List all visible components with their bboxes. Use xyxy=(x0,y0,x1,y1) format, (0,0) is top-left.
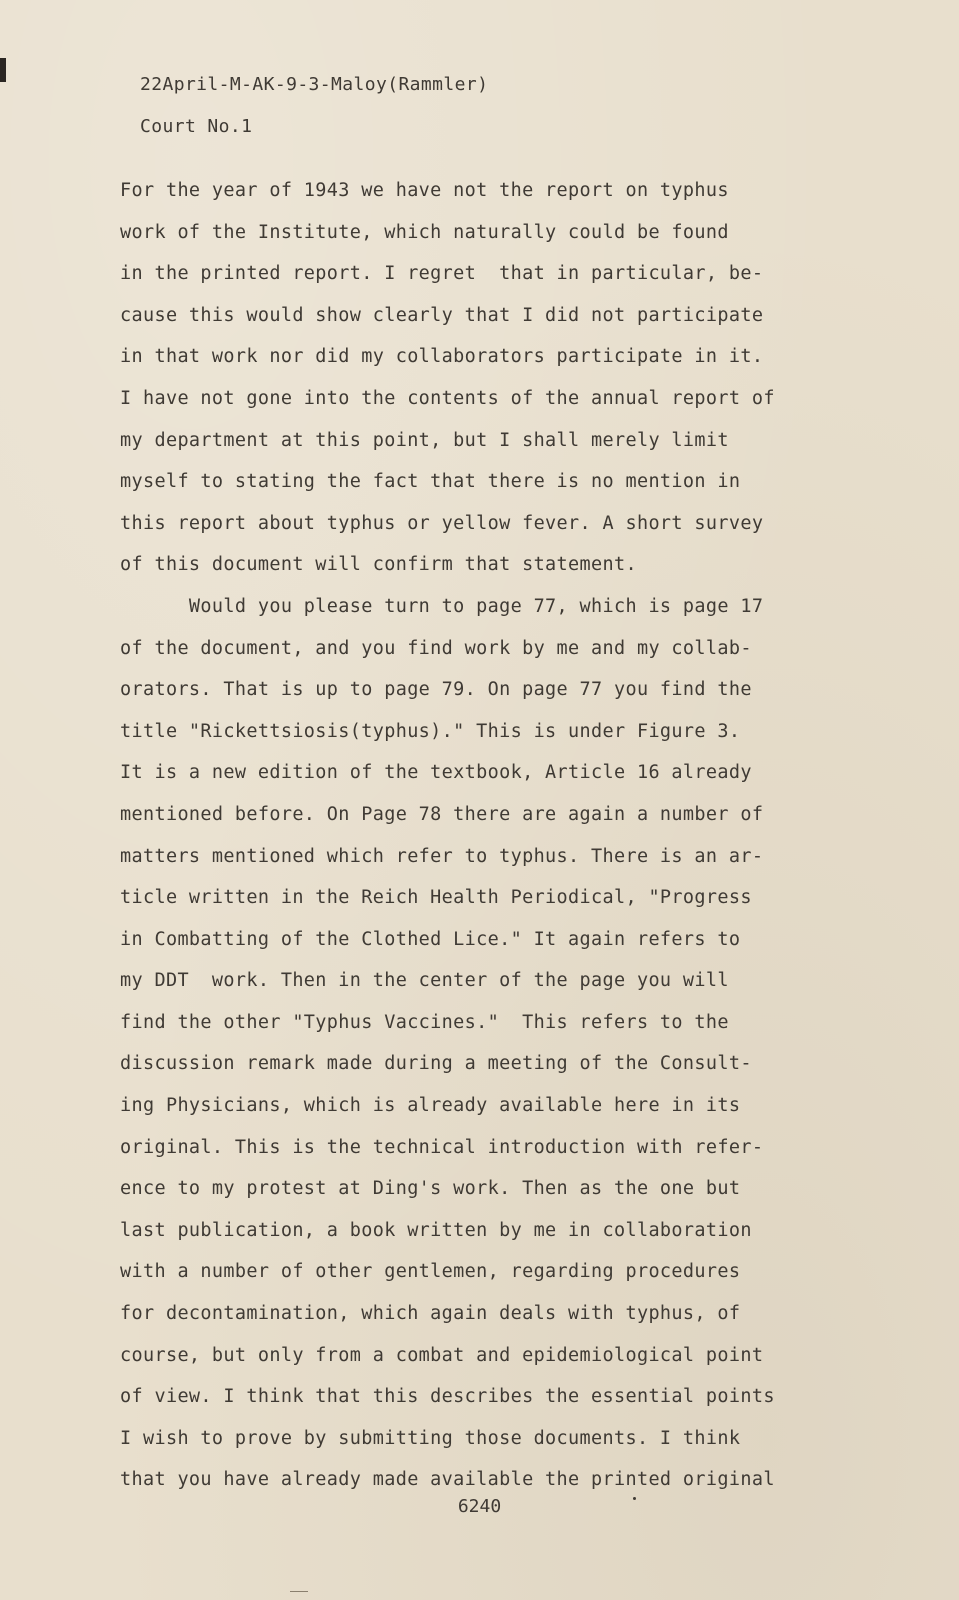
transcript-line: last publication, a book written by me in collaboration xyxy=(120,1219,752,1241)
transcript-line: mentioned before. On Page 78 there are again a number of xyxy=(120,803,764,825)
transcript-line: of view. I think that this describes the essential points xyxy=(120,1386,775,1408)
transcript-line: for decontamination, which again deals with typhus, of xyxy=(120,1303,741,1325)
transcript-line: in that work nor did my collaborators participate in it. xyxy=(120,346,764,368)
transcript-line: in Combatting of the Clothed Lice." It again refers to xyxy=(120,928,741,950)
page-number: 6240 xyxy=(457,1496,502,1517)
transcript-line: with a number of other gentlemen, regarding procedures xyxy=(120,1261,741,1283)
ink-dot xyxy=(633,1497,636,1500)
transcript-line: work of the Institute, which naturally could be found xyxy=(120,221,729,243)
transcript-line: ticle written in the Reich Health Periodical, "Progress xyxy=(120,887,752,909)
transcript-line: For the year of 1943 we have not the report on typhus xyxy=(120,180,729,201)
court-number-header: Court No.1 xyxy=(140,116,253,137)
transcript-line: ing Physicians, which is already available here in its xyxy=(120,1095,741,1117)
paper-mark xyxy=(290,1591,308,1592)
transcript-line: original. This is the technical introduction with refer- xyxy=(120,1136,764,1158)
transcript-line: I have not gone into the contents of the annual report of xyxy=(120,387,775,409)
transcript-line: in the printed report. I regret that in particular, be- xyxy=(120,263,764,285)
transcript-line: this report about typhus or yellow fever. A short survey xyxy=(120,512,764,534)
transcript-line: Would you please turn to page 77, which is page 17 xyxy=(120,595,764,617)
transcript-line: cause this would show clearly that I did not participate xyxy=(120,304,764,326)
transcript-line: discussion remark made during a meeting of the Consult- xyxy=(120,1053,752,1075)
transcript-line: myself to stating the fact that there is no mention in xyxy=(120,471,741,493)
transcript-line: that you have already made available the printed original xyxy=(120,1469,775,1491)
transcript-line: ence to my protest at Ding's work. Then as the one but xyxy=(120,1178,741,1200)
transcript-line: course, but only from a combat and epidemiological point xyxy=(120,1344,764,1366)
transcript-line: matters mentioned which refer to typhus. There is an ar- xyxy=(120,845,764,867)
transcript-line: It is a new edition of the textbook, Article 16 already xyxy=(120,762,752,784)
transcript-line: title "Rickettsiosis(typhus)." This is under Figure 3. xyxy=(120,720,741,742)
transcript-line: I wish to prove by submitting those documents. I think xyxy=(120,1427,741,1449)
transcript-line: of the document, and you find work by me and my collab- xyxy=(120,637,752,659)
document-reference-header: 22April-M-AK-9-3-Maloy(Rammler) xyxy=(140,74,489,95)
transcript-body xyxy=(120,170,840,1501)
binding-mark xyxy=(0,58,6,82)
transcript-line: my department at this point, but I shall merely limit xyxy=(120,429,729,451)
transcript-line: my DDT work. Then in the center of the page you will xyxy=(120,970,729,992)
transcript-line: orators. That is up to page 79. On page 77 you find the xyxy=(120,679,752,701)
transcript-line: of this document will confirm that statement. xyxy=(120,554,637,576)
transcript-line: find the other "Typhus Vaccines." This refers to the xyxy=(120,1011,729,1033)
